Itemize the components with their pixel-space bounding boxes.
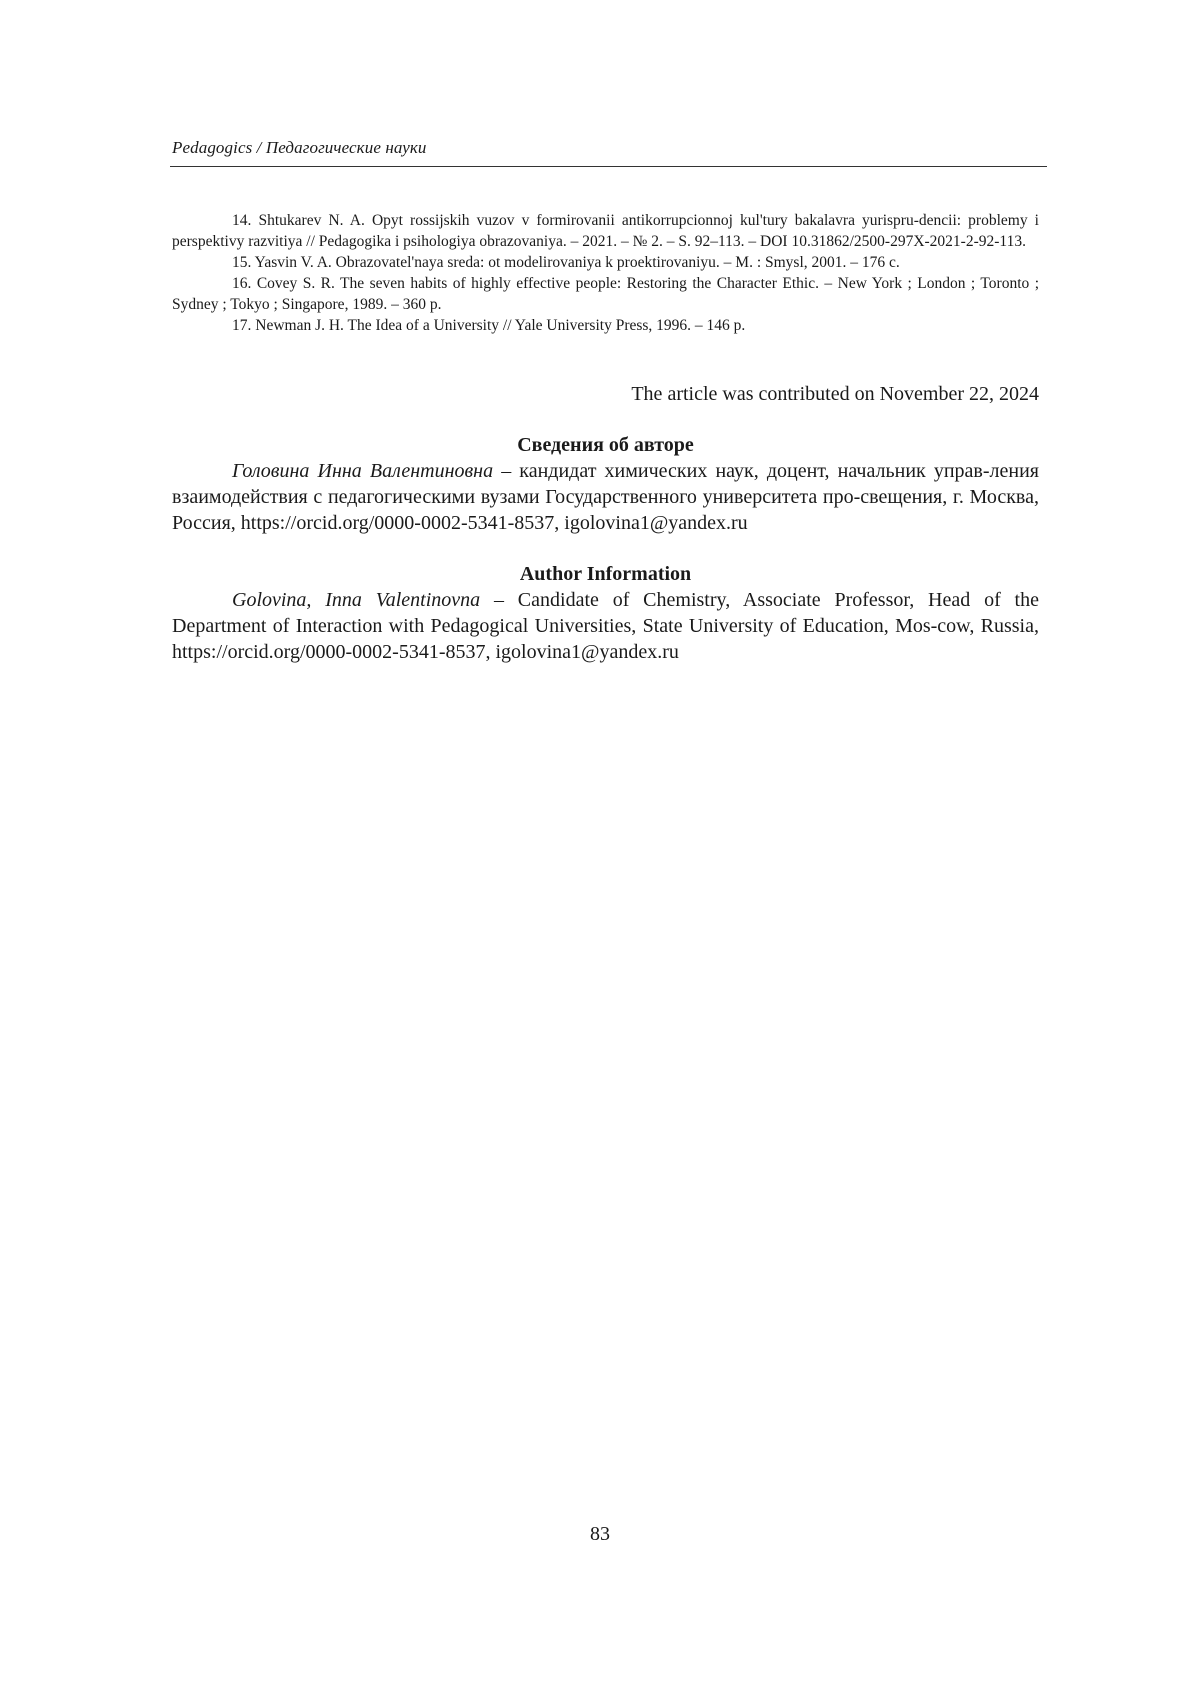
author-info-ru-body: [172, 458, 1039, 536]
reference-item-14: 14. Shtukarev N. A. Opyt rossijskih vuzov v formirovanii antikorrupcionnoj kul'tury bakalavra yurispru-dencii: problemy i perspektivy razvitiya // Pedagogika i psihologiya obrazovaniya. – 2021. – № 2. – S. 92–113. – DOI 10.31862/2500-297X-2021-2-92-113.: [172, 212, 1039, 250]
author-details-en: – Candidate of Chemistry, Associate Professor, Head of the Department of Interaction with Pedagogical Universities, State University of Education, Mos-cow, Russia, https://orcid.org/0000-0002-5341-8537, igolovina1@yandex.ru: [172, 589, 1039, 663]
author-info-en-heading: Author Information: [519, 563, 692, 585]
author-name-ru: Головина Инна Валентиновна: [232, 460, 494, 482]
reference-item-16: 16. Covey S. R. The seven habits of highly effective people: Restoring the Character Ethic. – New York ; London ; Toronto ; Sydney ; Tokyo ; Singapore, 1989. – 360 p.: [172, 275, 1039, 313]
header-divider: [170, 166, 1047, 167]
author-info-ru: [172, 432, 1039, 536]
reference-item-17: 17. Newman J. H. The Idea of a University // Yale University Press, 1996. – 146 p.: [232, 317, 746, 334]
contribution-date: The article was contributed on November 22, 2024: [631, 383, 1039, 405]
author-name-en: Golovina, Inna Valentinovna: [232, 589, 481, 611]
reference-item-15: 15. Yasvin V. A. Obrazovatel'naya sreda: ot modelirovaniya k proektirovaniyu. – M. : Smysl, 2001. – 176 с.: [232, 254, 900, 271]
author-info-ru-heading: Сведения об авторе: [517, 434, 694, 456]
author-details-ru: – кандидат химических наук, доцент, начальник управ-ления взаимодействия с педагогическими вузами Государственного университета про-свещения, г. Москва, Россия, https://orcid.org/0000-0002-5341-8537, igolovina1@yandex.ru: [172, 460, 1039, 534]
page-number: 83: [590, 1523, 610, 1545]
author-info-en-body: [172, 587, 1039, 665]
reference-list: [172, 210, 1039, 336]
author-info-en: [172, 561, 1039, 665]
running-header: Pedagogics / Педагогические науки: [172, 138, 427, 157]
